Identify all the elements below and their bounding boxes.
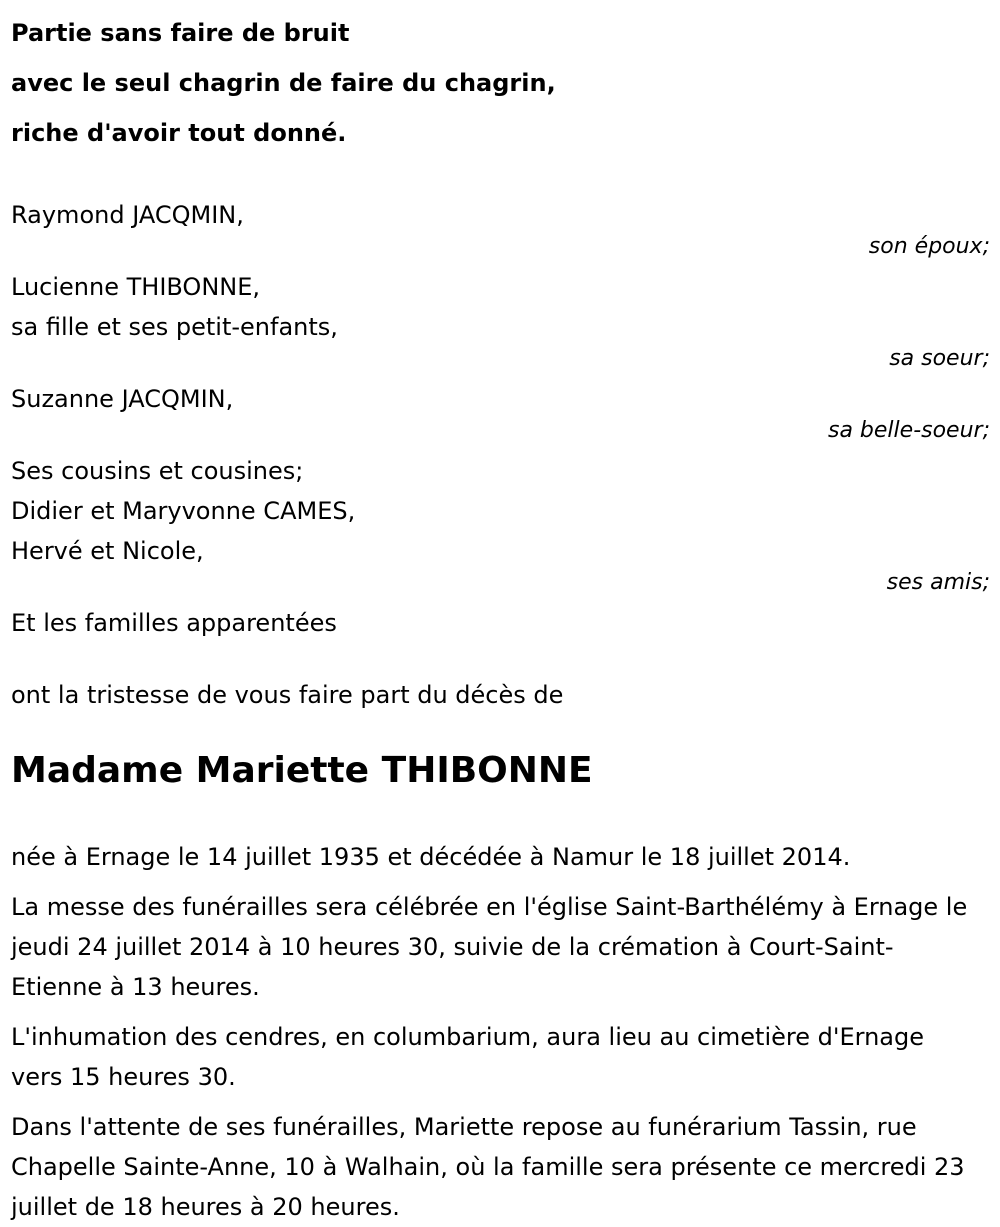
mourner-name: Didier et Maryvonne CAMES,: [11, 497, 356, 525]
mourner-entry: [11, 267, 990, 371]
poem: [11, 0, 990, 158]
poem-line: Partie sans faire de bruit: [11, 19, 350, 47]
details-paragraph: Dans l'attente de ses funérailles, Mariette repose au funérarium Tassin, rue Chapelle Sainte-Anne, 10 à Walhain, où la famille sera présente ce mercredi 23 juillet de 18 heures à 20 heures.: [11, 1113, 965, 1221]
mourner-relation: sa belle-soeur;: [828, 418, 990, 443]
details-paragraph: La messe des funérailles sera célébrée en l'église Saint-Barthélémy à Ernage le jeudi 24 juillet 2014 à 10 heures 30, suivie de la crémation à Court-Saint-Etienne à 13 heures.: [11, 893, 968, 1001]
poem-line: riche d'avoir tout donné.: [11, 119, 347, 147]
mourner-name: Raymond JACQMIN,: [11, 201, 244, 229]
poem-line: avec le seul chagrin de faire du chagrin,: [11, 69, 556, 97]
mourner-name: Hervé et Nicole,: [11, 537, 204, 565]
mourner-name: Et les familles apparentées: [11, 609, 337, 637]
mourner-relation: son époux;: [868, 234, 990, 259]
mourners-list: [11, 195, 990, 643]
mourner-entry: [11, 379, 990, 443]
mourner-relation: ses amis;: [886, 570, 990, 595]
mourner-name: Lucienne THIBONNE,: [11, 273, 261, 301]
mourner-name: Ses cousins et cousines;: [11, 457, 304, 485]
mourner-name: Suzanne JACQMIN,: [11, 385, 234, 413]
details-paragraph: née à Ernage le 14 juillet 1935 et décédée à Namur le 18 juillet 2014.: [11, 843, 851, 871]
mourner-entry: [11, 195, 990, 259]
deceased-name: Madame Mariette THIBONNE: [11, 750, 593, 791]
announcement-intro: ont la tristesse de vous faire part du décès de: [11, 681, 564, 709]
mourner-relation: sa soeur;: [889, 346, 990, 371]
mourner-entry: [11, 603, 990, 643]
mourner-entry: [11, 451, 990, 595]
details-paragraph: L'inhumation des cendres, en columbarium, aura lieu au cimetière d'Ernage vers 15 heures 30.: [11, 1023, 924, 1091]
mourner-name: sa fille et ses petit-enfants,: [11, 313, 338, 341]
funeral-details: [11, 837, 990, 1227]
